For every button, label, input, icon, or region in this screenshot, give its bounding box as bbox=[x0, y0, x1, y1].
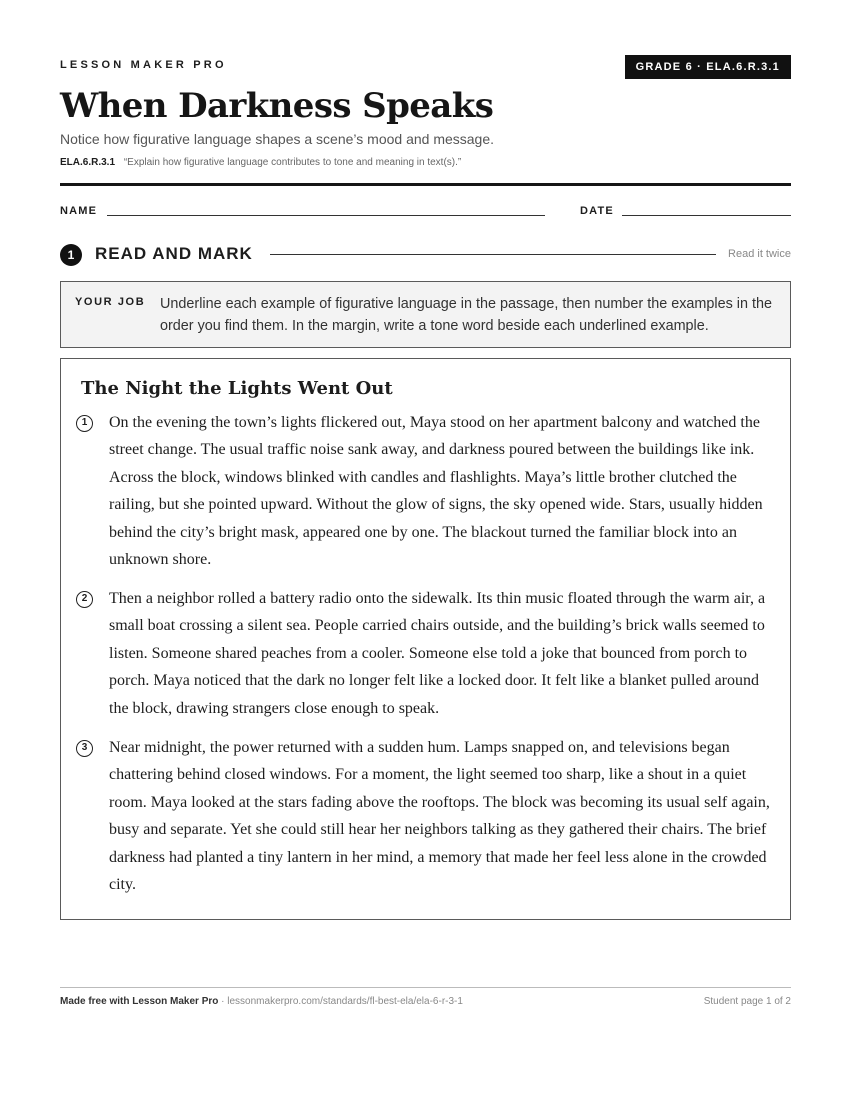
standard-text: “Explain how figurative language contributes to tone and meaning in text(s).” bbox=[123, 157, 462, 168]
instructions-label: YOUR JOB bbox=[75, 296, 146, 308]
date-label: DATE bbox=[580, 205, 614, 217]
paragraph-number: 1 bbox=[76, 415, 93, 432]
grade-badge: GRADE 6 · ELA.6.R.3.1 bbox=[625, 55, 791, 79]
section-divider bbox=[270, 254, 716, 255]
paragraph-number: 3 bbox=[76, 740, 93, 757]
date-field[interactable] bbox=[622, 215, 791, 216]
paragraph-text: On the evening the town’s lights flickered out, Maya stood on her apartment balcony and watched the street change. The usual traffic noise sank away, and darkness poured between the buildings like ink. Across the block, windows blinked with candles and flashlights. Maya’s little brother clutched the railing, but she pointed upward. Without the glow of signs, the sky opened wide. Stars, usually hidden behind the city’s bright mask, appeared one by one. The blackout turned the familiar block into an unknown shore. bbox=[109, 414, 763, 569]
footer-divider bbox=[60, 987, 791, 988]
top-bar bbox=[60, 55, 791, 79]
section-number-badge: 1 bbox=[60, 244, 82, 266]
section-hint: Read it twice bbox=[728, 248, 791, 260]
paragraph-number: 2 bbox=[76, 591, 93, 608]
paragraph-text: Near midnight, the power returned with a sudden hum. Lamps snapped on, and televisions began chattering behind closed windows. For a moment, the light seemed too sharp, like a shout in a quiet room. Maya looked at the stars fading above the rooftops. The block was becoming its usual self again, busy and separate. Yet she could still hear her neighbors talking as they gathered their chairs. The brief darkness had planted a tiny lantern in her mind, a memory that made her feel less alone in the crowded city. bbox=[109, 739, 770, 894]
brand-name: LESSON MAKER PRO bbox=[60, 59, 227, 71]
header-divider bbox=[60, 183, 791, 186]
footer-page-number: Student page 1 of 2 bbox=[703, 996, 791, 1007]
footer-url[interactable]: · lessonmakerpro.com/standards/fl-best-ela/ela-6-r-3-1 bbox=[218, 996, 463, 1007]
footer-made-with: Made free with Lesson Maker Pro bbox=[60, 996, 219, 1007]
name-field[interactable] bbox=[107, 215, 545, 216]
name-label: NAME bbox=[60, 205, 98, 217]
passage-title: The Night the Lights Went Out bbox=[81, 378, 393, 399]
page-subtitle: Notice how figurative language shapes a scene’s mood and message. bbox=[60, 131, 495, 147]
instructions-box bbox=[60, 281, 791, 348]
footer-credit bbox=[60, 996, 463, 1007]
standard-code: ELA.6.R.3.1 bbox=[60, 157, 116, 168]
instructions-text: Underline each example of figurative language in the passage, then number the examples in the order you find them. In the margin, write a tone word beside each underlined example. bbox=[160, 296, 772, 334]
section-title: READ AND MARK bbox=[95, 244, 253, 263]
paragraph-text: Then a neighbor rolled a battery radio onto the sidewalk. Its thin music floated through the warm air, a small boat crossing a silent sea. People carried chairs outside, and the building’s brick walls seemed to listen. Someone shared peaches from a cooler. Someone else told a joke that bounced from porch to porch. Maya noticed that the dark no longer felt like a locked door. It felt like a blanket pulled around the block, drawing strangers close enough to speak. bbox=[109, 590, 766, 717]
standard-line bbox=[60, 157, 461, 168]
passage-box bbox=[60, 358, 791, 920]
page-title: When Darkness Speaks bbox=[60, 86, 494, 126]
worksheet-page bbox=[60, 0, 791, 1100]
